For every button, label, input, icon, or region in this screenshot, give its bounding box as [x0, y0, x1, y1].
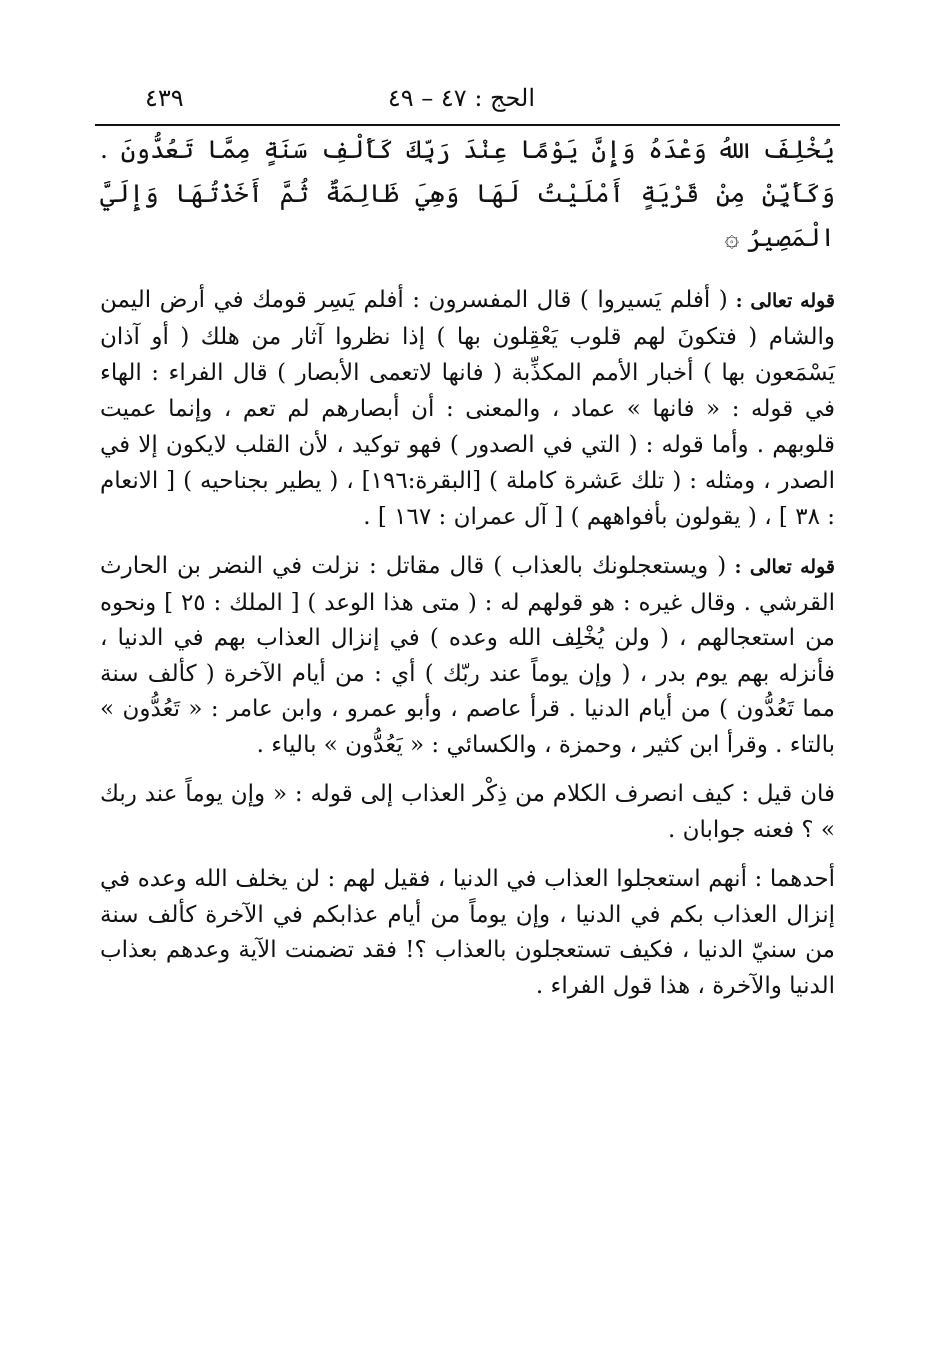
body-text	[100, 128, 835, 1018]
header-rule	[95, 124, 840, 126]
paragraph-lead: قوله تعالى :	[726, 556, 835, 578]
commentary-paragraph	[100, 549, 835, 763]
paragraph-text: ( ويستعجلونك بالعذاب ) قال مقاتل : نزلت في النضر بن الحارث القرشي . وقال غيره : هو قولهم له : ( متى هذا الوعد ) [ الملك : ٢٥ ] ونحوه من استعجالهم ، ( ولن يُخْلِف الله وعده ) في إنزال العذاب بهم في الدنيا ، فأنزله بهم يوم بدر ، ( وإن يوماً عند ربّك ) أي : من أيام الآخرة ( كألف سنة مما تَعُدُّون ) من أيام الدنيا . قرأ عاصم ، وأبو عمرو ، وابن عامر : « تَعُدُّون » بالتاء . وقرأ ابن كثير ، وحمزة ، والكسائي : « يَعُدُّون » بالياء .	[100, 553, 835, 758]
page-number: ٤٣٩	[145, 84, 184, 112]
paragraph-text: ( أفلم يَسيروا ) قال المفسرون : أفلم يَسِر قومك في أرض اليمن والشام ( فتكونَ لهم قلوب يَعْقِلون بها ) إذا نظروا آثار من هلك ( أو آذان يَسْمَعون بها ) أخبار الأمم المكذِّبة ( فانها لاتعمى الأبصار ) قال الفراء : الهاء في قوله : « فانها » عماد ، والمعنى : أن أبصارهم لم تعم ، وإنما عميت قلوبهم . وأما قوله : ( التي في الصدور ) فهو توكيد ، لأن القلب لايكون إلا في الصدر ، ومثله : ( تلك عَشرة كاملة ) [البقرة:١٩٦] ، ( يطير بجناحيه ) [ الانعام : ٣٨ ] ، ( يقولون بأفواههم ) [ آل عمران : ١٦٧ ] .	[100, 287, 835, 530]
paragraph-lead: قوله تعالى :	[727, 290, 836, 312]
header-title: الحج : ٤٧ – ٤٩	[387, 84, 535, 112]
commentary-paragraph	[100, 282, 835, 535]
running-header	[95, 78, 840, 126]
paragraph-text: فان قيل : كيف انصرف الكلام من ذِكْر العذاب إلى قوله : « وإن يوماً عند ربك » ؟ فعنه جوابان .	[100, 781, 835, 843]
paragraph-text: أحدهما : أنهم استعجلوا العذاب في الدنيا ، فقيل لهم : لن يخلف الله وعده في إنزال العذاب بكم في الدنيا ، وإن يوماً من أيام عذابكم في الآخرة كألف سنة من سنيّ الدنيا ، فكيف تستعجلون بالعذاب ؟! فقد تضمنت الآية وعدهم بعذاب الدنيا والآخرة ، هذا قول الفراء .	[100, 866, 835, 999]
quran-verse: يُخْلِفَ اللهُ وَعْدَهُ وَإِنَّ يَوْمًا عِنْدَ رَبِّكَ كَأَلْفِ سَنَةٍ مِمَّا تَعُدُّونَ . وَكَأَيِّنْ مِنْ قَرْيَةٍ أَمْلَيْتُ لَهَا وَهِيَ ظَالِمَةٌ ثُمَّ أَخَذْتُهَا وَإِلَيَّ الْمَصِيرُ ۞	[100, 135, 835, 252]
commentary-paragraph	[100, 777, 835, 848]
commentary-paragraph	[100, 862, 835, 1004]
